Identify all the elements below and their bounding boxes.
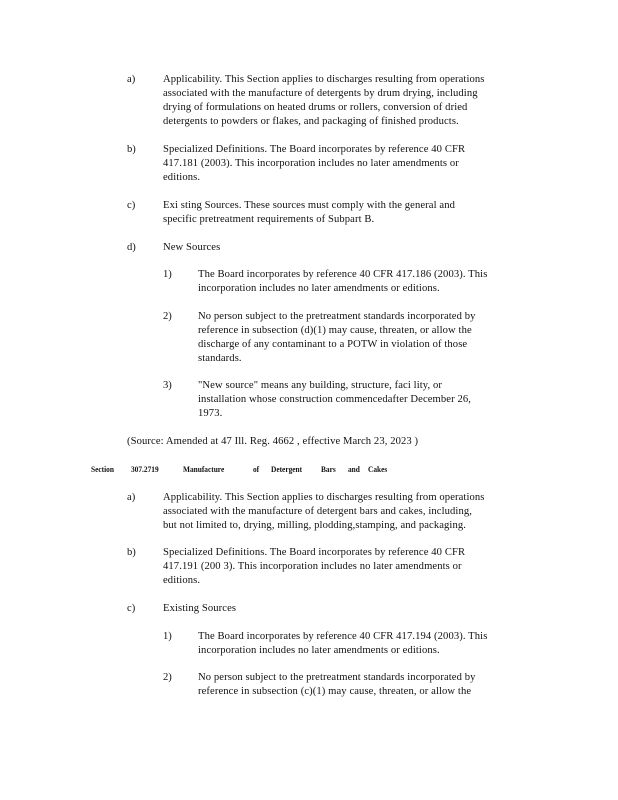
text-line: but not limited to, drying, milling, plodding,stamping, and packaging. bbox=[163, 520, 467, 531]
text-line: The Board incorporates by reference 40 CFR 417.194 (2003). This bbox=[198, 631, 488, 642]
section-number: 307.2719 bbox=[131, 465, 159, 474]
text-line: drying of formulations on heated drums or rollers, conversion of dried bbox=[163, 102, 468, 113]
text-line: reference in subsection (c)(1) may cause, threaten, or allow the bbox=[198, 686, 472, 697]
subitem-marker: 1) bbox=[163, 269, 172, 280]
text-line: Applicability. This Section applies to discharges resulting from operations bbox=[163, 74, 485, 85]
text-line: editions. bbox=[163, 575, 201, 586]
item-marker-c: c) bbox=[127, 200, 136, 211]
subitem-marker: 2) bbox=[163, 672, 172, 683]
section-title-word: of bbox=[253, 465, 260, 474]
text-line: discharge of any contaminant to a POTW in violation of those bbox=[198, 339, 468, 350]
text-line: Exi sting Sources. These sources must comply with the general and bbox=[163, 200, 455, 211]
text-line: No person subject to the pretreatment standards incorporated by bbox=[198, 311, 476, 322]
text-line: Specialized Definitions. The Board incorporates by reference 40 CFR bbox=[163, 144, 466, 155]
text-line: installation whose construction commencedafter December 26, bbox=[198, 394, 472, 405]
section-title-word: Detergent bbox=[271, 465, 303, 474]
item-marker-b: b) bbox=[127, 547, 136, 558]
text-line: Specialized Definitions. The Board incorporates by reference 40 CFR bbox=[163, 547, 466, 558]
section-title-word: Bars bbox=[321, 465, 336, 474]
item-marker-a: a) bbox=[127, 492, 136, 503]
item-marker-c: c) bbox=[127, 603, 136, 614]
subheading: Existing Sources bbox=[163, 603, 237, 614]
subheading: New Sources bbox=[163, 242, 221, 253]
subitem-marker: 2) bbox=[163, 311, 172, 322]
item-marker-a: a) bbox=[127, 74, 136, 85]
text-line: associated with the manufacture of detergents by drum drying, including bbox=[163, 88, 478, 99]
section-title-word: Manufacture bbox=[183, 465, 225, 474]
section-title-word: Cakes bbox=[368, 465, 388, 474]
text-line: 417.191 (200 3). This incorporation includes no later amendments or bbox=[163, 561, 462, 572]
text-line: detergents to powders or flakes, and packaging of finished products. bbox=[163, 116, 459, 127]
subitem-marker: 1) bbox=[163, 631, 172, 642]
section-title-word: and bbox=[348, 465, 360, 474]
text-line: No person subject to the pretreatment standards incorporated by bbox=[198, 672, 476, 683]
source-note: (Source: Amended at 47 Ill. Reg. 4662 , effective March 23, 2023 ) bbox=[127, 436, 419, 447]
text-line: reference in subsection (d)(1) may cause, threaten, or allow the bbox=[198, 325, 472, 336]
item-marker-d: d) bbox=[127, 242, 136, 253]
text-line: standards. bbox=[198, 353, 242, 364]
text-line: specific pretreatment requirements of Subpart B. bbox=[163, 214, 375, 225]
text-line: editions. bbox=[163, 172, 201, 183]
subitem-marker: 3) bbox=[163, 380, 172, 391]
text-line: Applicability. This Section applies to discharges resulting from operations bbox=[163, 492, 485, 503]
text-line: 1973. bbox=[198, 408, 223, 419]
item-marker-b: b) bbox=[127, 144, 136, 155]
text-line: "New source" means any building, structure, faci lity, or bbox=[198, 380, 443, 391]
text-line: incorporation includes no later amendments or editions. bbox=[198, 283, 440, 294]
text-line: The Board incorporates by reference 40 CFR 417.186 (2003). This bbox=[198, 269, 488, 280]
section-label: Section bbox=[91, 465, 114, 474]
text-line: 417.181 (2003). This incorporation includes no later amendments or bbox=[163, 158, 459, 169]
text-line: associated with the manufacture of detergent bars and cakes, including, bbox=[163, 506, 473, 517]
text-line: incorporation includes no later amendments or editions. bbox=[198, 645, 440, 656]
